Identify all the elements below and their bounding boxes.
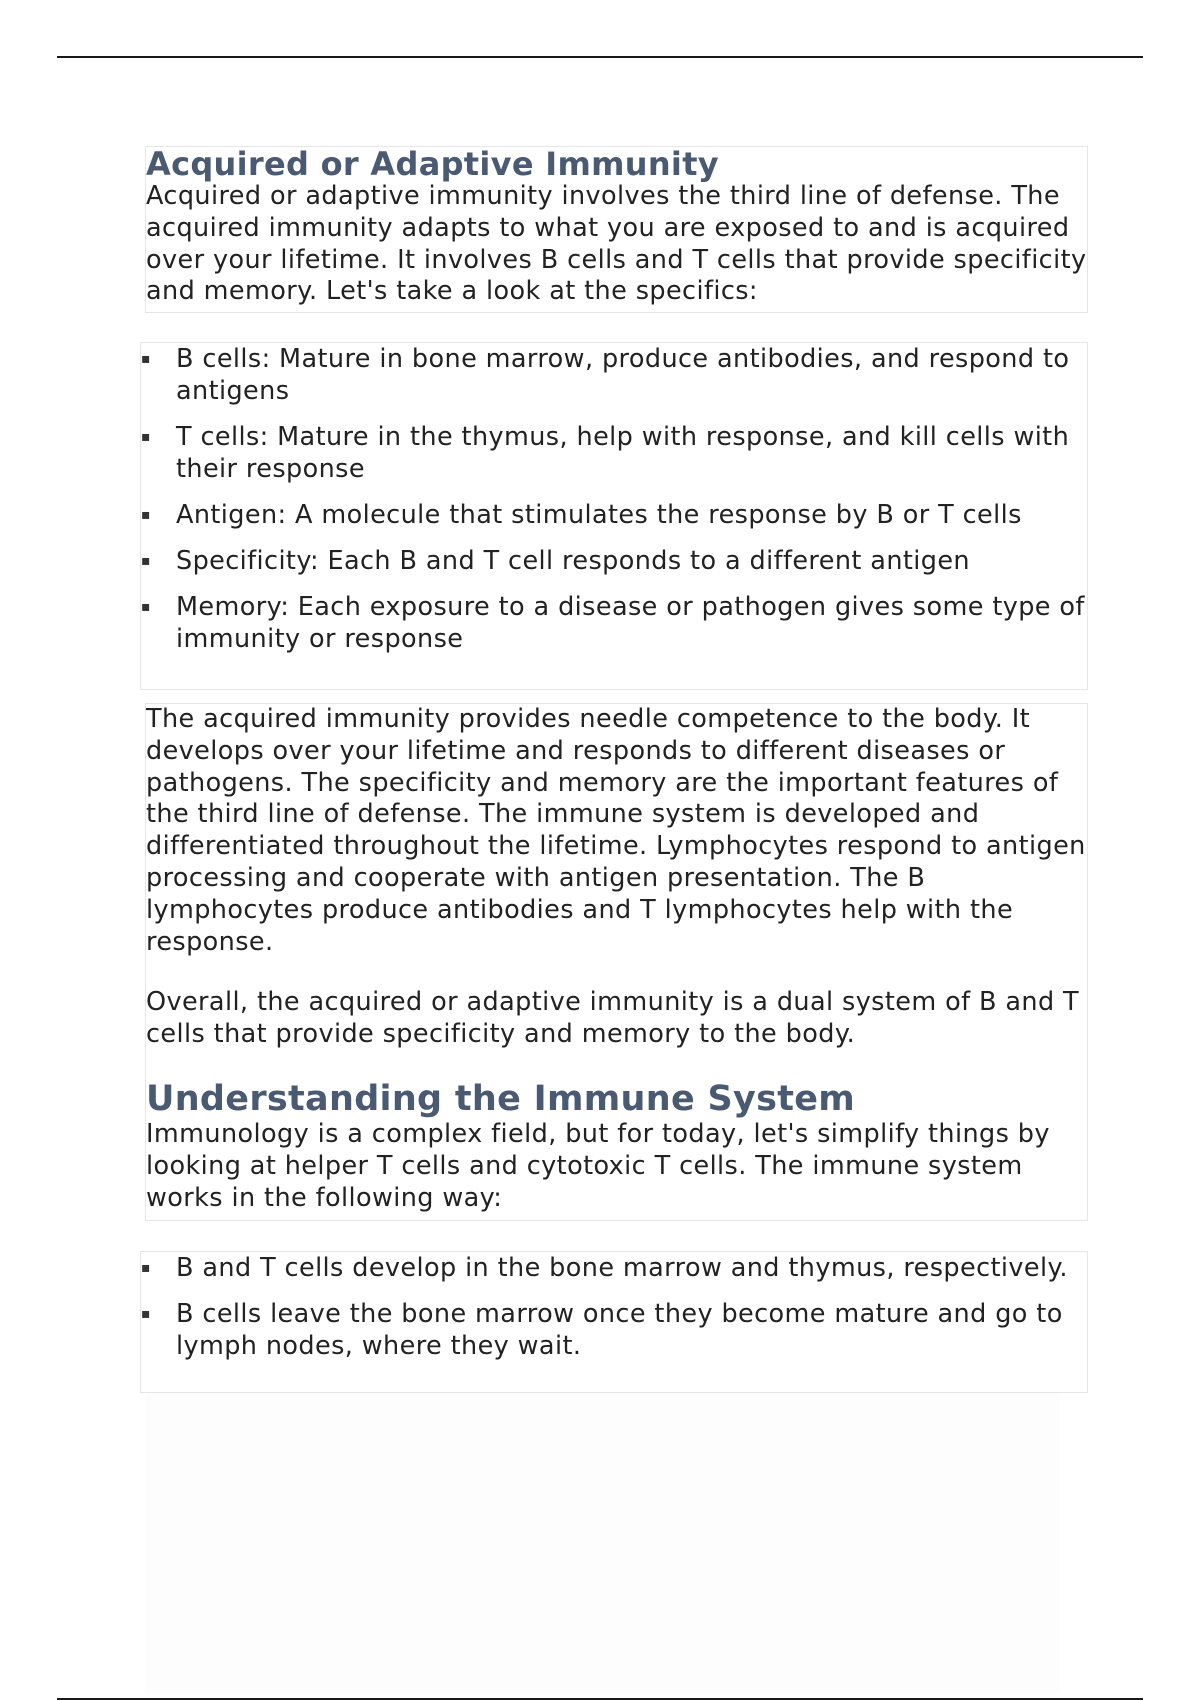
- heading-understanding-immune-system: Understanding the Immune System: [146, 1078, 856, 1119]
- heading-acquired-immunity: Acquired or Adaptive Immunity: [146, 145, 719, 183]
- intro-immune-system: Immunology is a complex field, but for today, let's simplify things by looking at helper T cells and cytotoxic T cells. The immune system works in the following way:: [146, 1118, 1050, 1213]
- section-acquired-immunity-intro: [145, 146, 1088, 313]
- body-text-box: [145, 703, 1088, 1221]
- immune-system-list-box: [140, 1251, 1088, 1393]
- intro-paragraph: Acquired or adaptive immunity involves the third line of defense. The acquired immunity adapts to what you are exposed to and is acquired over your lifetime. It involves B cells and T cells that provide specificity and memory. Let's take a look at the specifics:: [146, 181, 1087, 307]
- list-item: ▪ B and T cells develop in the bone marrow and thymus, respectively.: [141, 1253, 1068, 1283]
- bullet-icon: ▪: [141, 351, 151, 367]
- bullet-icon: ▪: [141, 429, 151, 445]
- paragraph-overall: Overall, the acquired or adaptive immunity is a dual system of B and T cells that provide specificity and memory to the body.: [146, 987, 1080, 1050]
- blank-area: [145, 1393, 1060, 1693]
- bullet-icon: ▪: [141, 507, 151, 523]
- paragraph-needle-competence: The acquired immunity provides needle competence to the body. It develops over your lifetime and responds to different diseases or pathogens. The specificity and memory are the important features of the third line of defense. The immune system is developed and differentiated throughout the lifetime. Lymphocytes respond to antigen processing and cooperate with antigen presentation. The B lymphocytes produce antibodies and T lymphocytes help with the response.: [146, 704, 1086, 957]
- bullet-icon: ▪: [141, 553, 151, 569]
- list-item: ▪ Antigen: A molecule that stimulates the response by B or T cells: [141, 500, 1022, 530]
- specifics-list-box: [140, 342, 1088, 690]
- list-item: ▪ Specificity: Each B and T cell responds to a different antigen: [141, 546, 970, 576]
- list-item: ▪ B cells leave the bone marrow once they become mature and go to lymph nodes, where they wait.: [141, 1299, 1063, 1361]
- list-item: ▪ Memory: Each exposure to a disease or pathogen gives some type of immunity or response: [141, 592, 1085, 654]
- immune-system-list: [141, 1252, 1087, 1362]
- bullet-icon: ▪: [141, 1306, 151, 1322]
- bullet-icon: ▪: [141, 599, 151, 615]
- top-rule: [57, 56, 1143, 58]
- list-item: ▪ B cells: Mature in bone marrow, produce antibodies, and respond to antigens: [141, 344, 1070, 406]
- list-item: ▪ T cells: Mature in the thymus, help with response, and kill cells with their response: [141, 422, 1070, 484]
- bullet-icon: ▪: [141, 1260, 151, 1276]
- specifics-list: [141, 343, 1087, 655]
